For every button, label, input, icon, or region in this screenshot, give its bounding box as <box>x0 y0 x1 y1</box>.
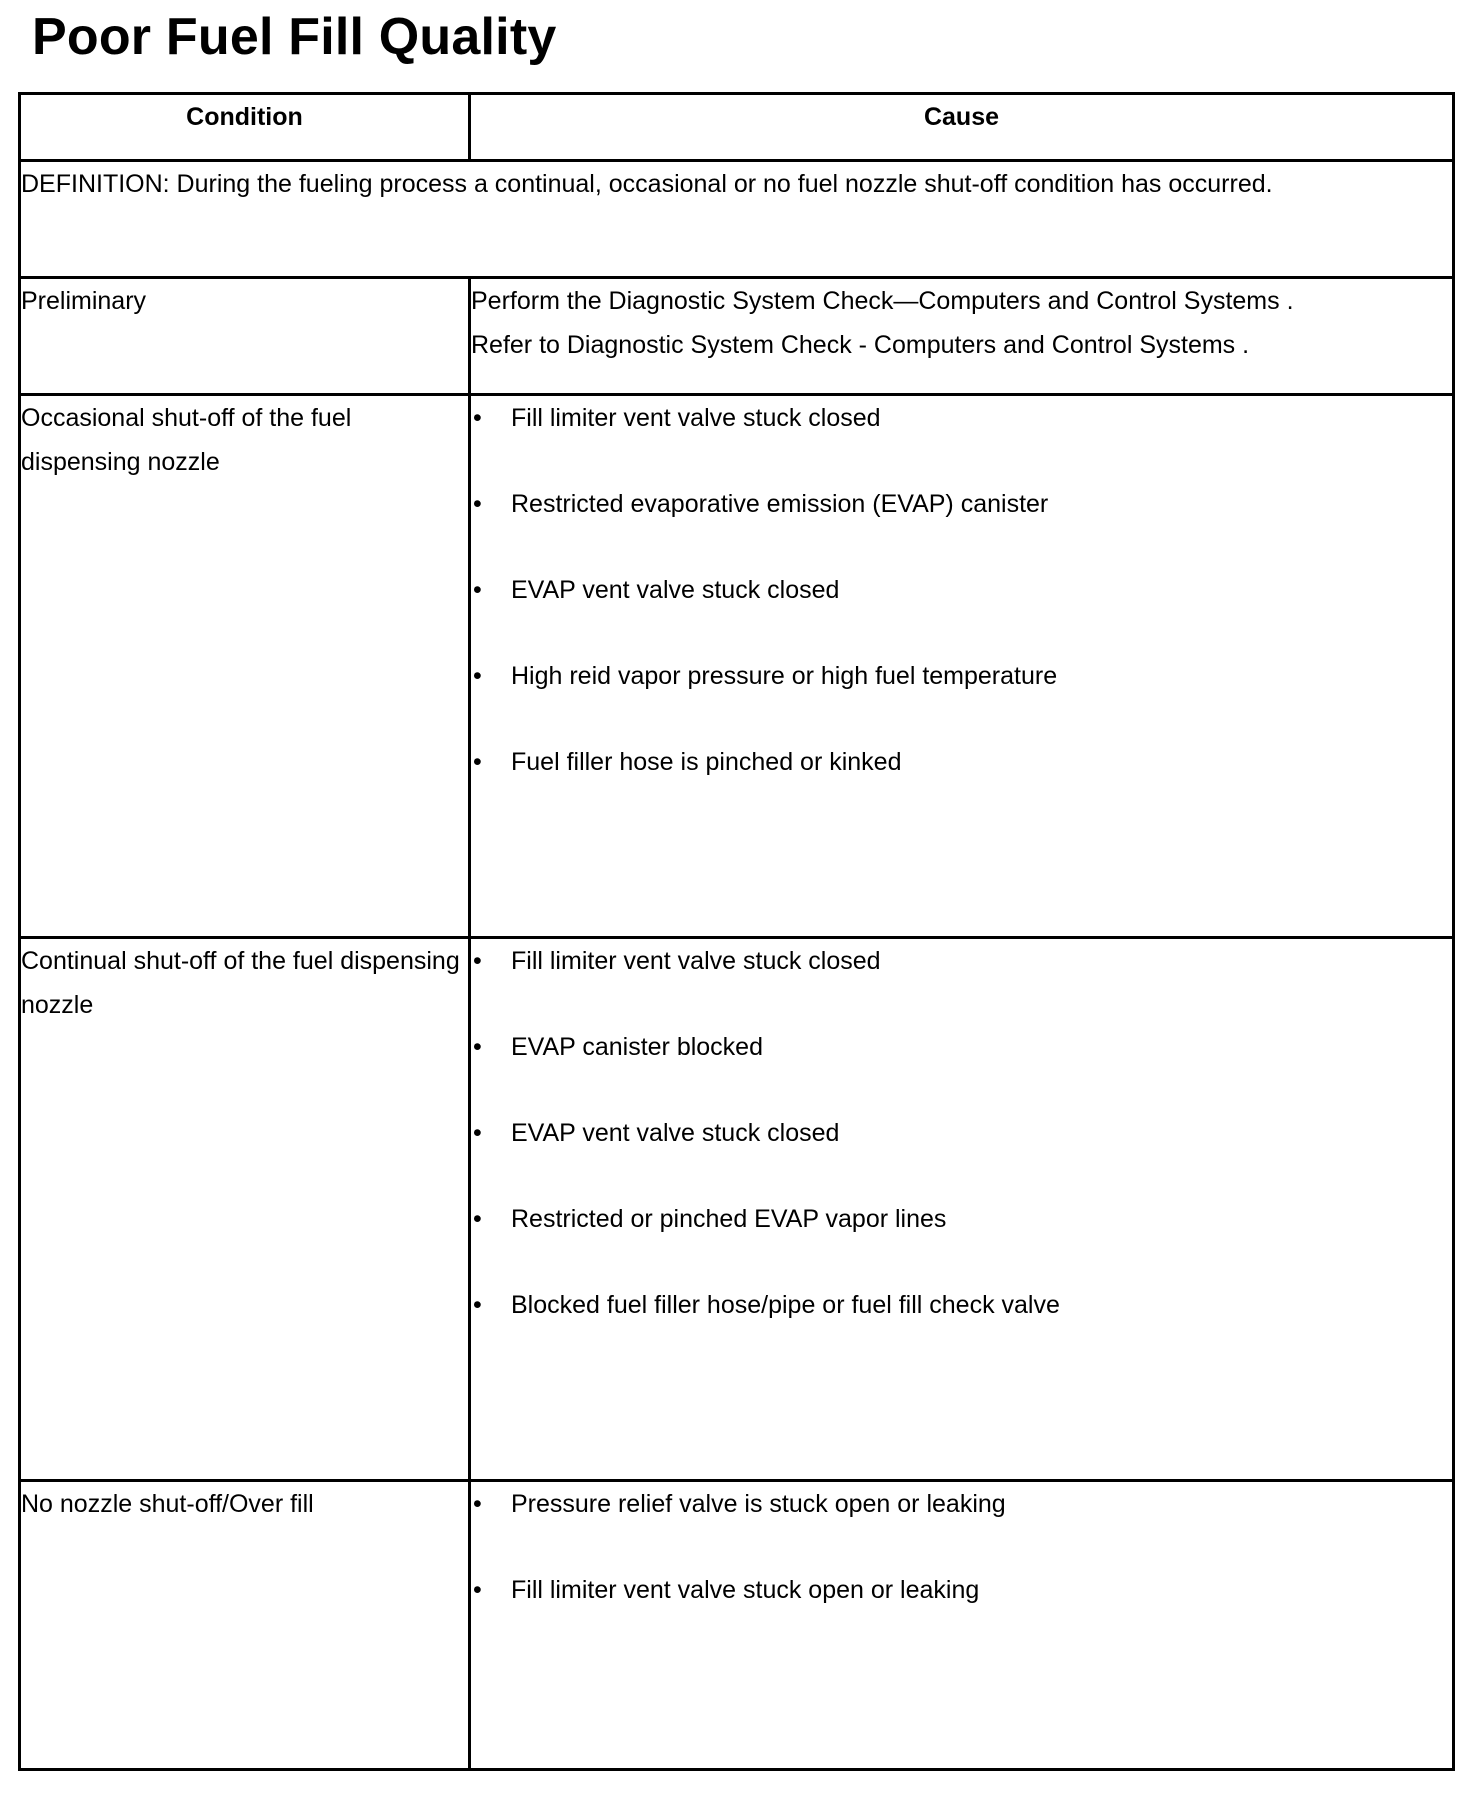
bullet-icon: • <box>473 1119 482 1147</box>
condition-cell: Continual shut-off of the fuel dispensing nozzle <box>20 938 470 1481</box>
cause-text: High reid vapor pressure or high fuel temperature <box>511 662 1058 690</box>
cause-text: Fill limiter vent valve stuck closed <box>511 947 881 975</box>
cause-text: EVAP vent valve stuck closed <box>511 576 840 604</box>
cause-cell <box>470 395 1454 938</box>
preliminary-cause <box>470 278 1454 395</box>
definition-row <box>20 161 1454 278</box>
cause-text: Blocked fuel filler hose/pipe or fuel fill check valve <box>511 1291 1060 1319</box>
list-item <box>471 740 1452 784</box>
table-row <box>20 938 1454 1481</box>
list-item <box>471 1283 1452 1327</box>
bullet-icon: • <box>473 1205 482 1233</box>
page-title: Poor Fuel Fill Quality <box>32 8 557 66</box>
bullet-icon: • <box>473 1033 482 1061</box>
preliminary-row <box>20 278 1454 395</box>
bullet-icon: • <box>473 748 482 776</box>
cause-text: Fill limiter vent valve stuck closed <box>511 404 881 432</box>
list-item <box>471 1482 1452 1526</box>
table-row <box>20 395 1454 938</box>
cause-list <box>471 939 1452 1327</box>
condition-cell: No nozzle shut-off/Over fill <box>20 1481 470 1770</box>
list-item <box>471 939 1452 983</box>
list-item <box>471 396 1452 440</box>
preliminary-reference: Refer to Diagnostic System Check - Computers and Control Systems . <box>471 331 1250 359</box>
cause-text: Restricted evaporative emission (EVAP) canister <box>511 490 1049 518</box>
cause-header: Cause <box>470 94 1454 161</box>
cause-text: Fuel filler hose is pinched or kinked <box>511 748 902 776</box>
condition-cell: Occasional shut-off of the fuel dispensing nozzle <box>20 395 470 938</box>
bullet-icon: • <box>473 1291 482 1319</box>
bullet-icon: • <box>473 1576 482 1604</box>
bullet-icon: • <box>473 490 482 518</box>
list-item <box>471 568 1452 612</box>
preliminary-instruction: Perform the Diagnostic System Check—Computers and Control Systems . <box>471 287 1294 315</box>
list-item <box>471 1111 1452 1155</box>
table-row <box>20 1481 1454 1770</box>
list-item <box>471 1197 1452 1241</box>
cause-list <box>471 1482 1452 1612</box>
cause-text: Pressure relief valve is stuck open or leaking <box>511 1490 1006 1518</box>
cause-text: EVAP canister blocked <box>511 1033 763 1061</box>
bullet-icon: • <box>473 947 482 975</box>
cause-cell <box>470 938 1454 1481</box>
condition-header: Condition <box>20 94 470 161</box>
diagnosis-table <box>18 92 1455 1771</box>
definition-text: DEFINITION: During the fueling process a continual, occasional or no fuel nozzle shut-off condition has occurred. <box>20 161 1454 278</box>
list-item <box>471 482 1452 526</box>
cause-list <box>471 396 1452 784</box>
cause-text: EVAP vent valve stuck closed <box>511 1119 840 1147</box>
list-item <box>471 1025 1452 1069</box>
preliminary-condition: Preliminary <box>20 278 470 395</box>
bullet-icon: • <box>473 1490 482 1518</box>
cause-text: Restricted or pinched EVAP vapor lines <box>511 1205 947 1233</box>
bullet-icon: • <box>473 662 482 690</box>
list-item <box>471 1568 1452 1612</box>
list-item <box>471 654 1452 698</box>
bullet-icon: • <box>473 404 482 432</box>
cause-text: Fill limiter vent valve stuck open or leaking <box>511 1576 980 1604</box>
bullet-icon: • <box>473 576 482 604</box>
cause-cell <box>470 1481 1454 1770</box>
header-row <box>20 94 1454 161</box>
